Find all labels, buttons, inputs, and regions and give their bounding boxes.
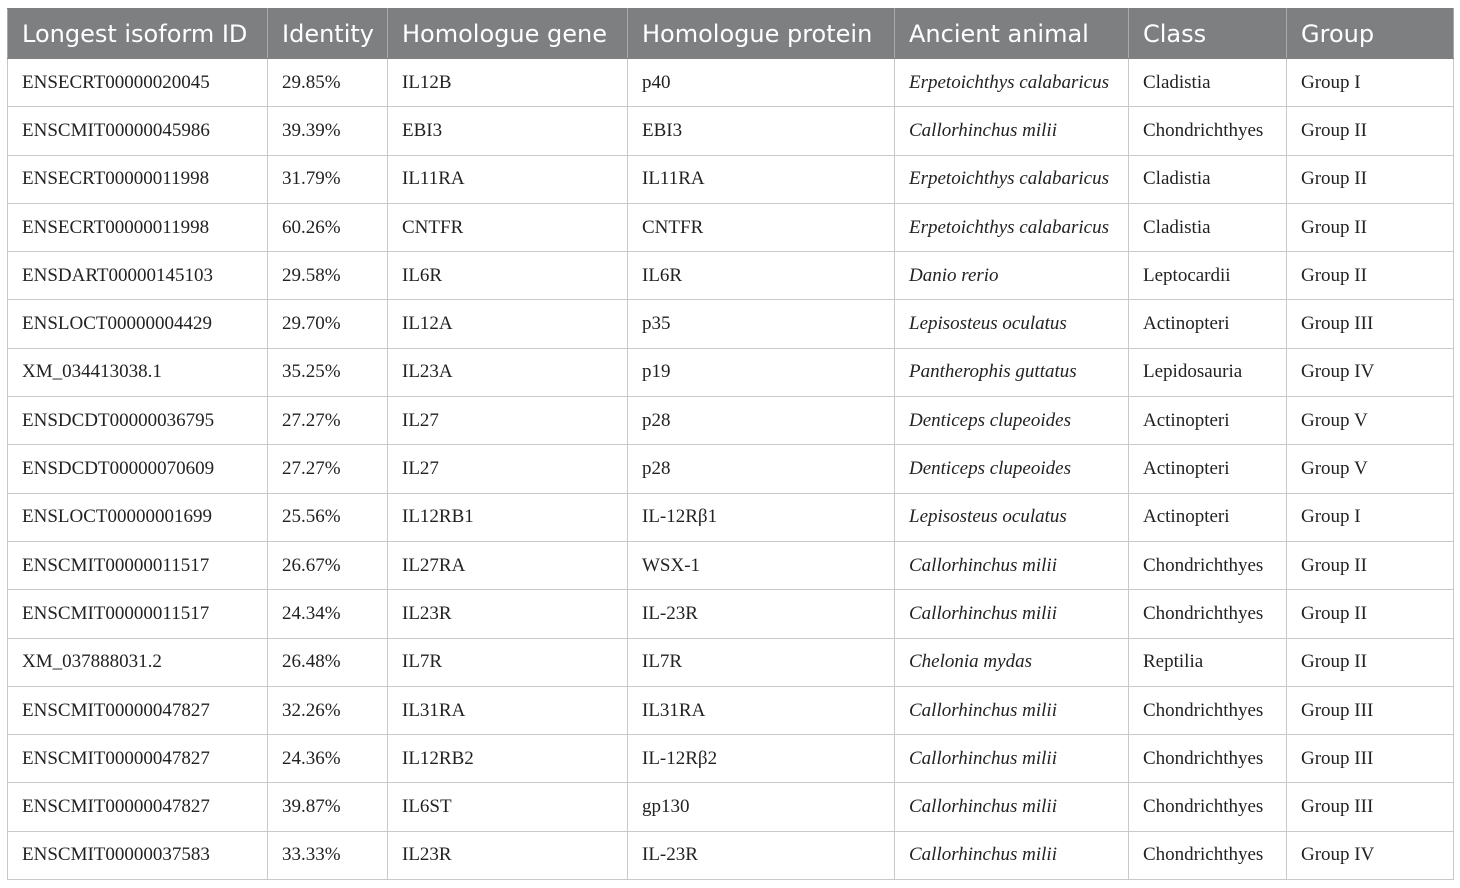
isoform-id-cell: ENSCMIT00000045986 [8, 107, 268, 155]
ancient-animal-cell: Erpetoichthys calabaricus [895, 59, 1129, 107]
isoform-id-cell: ENSLOCT00000001699 [8, 493, 268, 541]
isoform-id-cell: XM_034413038.1 [8, 348, 268, 396]
homologue-protein-cell: IL-23R [628, 590, 895, 638]
header-class: Class [1129, 9, 1287, 59]
class-cell: Leptocardii [1129, 252, 1287, 300]
group-cell: Group IV [1287, 831, 1454, 879]
table-row [8, 300, 1454, 348]
homologue-gene-cell: IL27 [388, 397, 628, 445]
ancient-animal-cell: Callorhinchus milii [895, 735, 1129, 783]
identity-cell: 29.58% [268, 252, 388, 300]
group-cell: Group I [1287, 59, 1454, 107]
isoform-id-cell: ENSDCDT00000070609 [8, 445, 268, 493]
isoform-id-cell: ENSCMIT00000047827 [8, 735, 268, 783]
homologue-protein-cell: WSX-1 [628, 541, 895, 589]
identity-cell: 27.27% [268, 445, 388, 493]
ancient-animal-cell: Erpetoichthys calabaricus [895, 203, 1129, 251]
class-cell: Actinopteri [1129, 493, 1287, 541]
isoform-id-cell: ENSECRT00000020045 [8, 59, 268, 107]
table-row [8, 252, 1454, 300]
header-isoform-id: Longest isoform ID [8, 9, 268, 59]
homologue-gene-cell: IL23R [388, 831, 628, 879]
identity-cell: 33.33% [268, 831, 388, 879]
table-row [8, 348, 1454, 396]
class-cell: Chondrichthyes [1129, 831, 1287, 879]
identity-cell: 29.70% [268, 300, 388, 348]
header-identity: Identity [268, 9, 388, 59]
class-cell: Lepidosauria [1129, 348, 1287, 396]
ancient-animal-cell: Pantherophis guttatus [895, 348, 1129, 396]
table-row [8, 590, 1454, 638]
homologue-protein-cell: p40 [628, 59, 895, 107]
identity-cell: 26.48% [268, 638, 388, 686]
identity-cell: 27.27% [268, 397, 388, 445]
group-cell: Group II [1287, 252, 1454, 300]
homologue-protein-cell: p28 [628, 397, 895, 445]
table-header [8, 9, 1454, 59]
ancient-animal-cell: Callorhinchus milii [895, 831, 1129, 879]
ancient-animal-cell: Callorhinchus milii [895, 590, 1129, 638]
ancient-animal-cell: Lepisosteus oculatus [895, 493, 1129, 541]
homologue-protein-cell: gp130 [628, 783, 895, 831]
table-row [8, 155, 1454, 203]
homologue-gene-cell: IL7R [388, 638, 628, 686]
group-cell: Group III [1287, 783, 1454, 831]
table-row [8, 203, 1454, 251]
class-cell: Chondrichthyes [1129, 783, 1287, 831]
homologue-gene-cell: EBI3 [388, 107, 628, 155]
group-cell: Group II [1287, 155, 1454, 203]
homologue-protein-cell: CNTFR [628, 203, 895, 251]
class-cell: Chondrichthyes [1129, 735, 1287, 783]
header-ancient-animal: Ancient animal [895, 9, 1129, 59]
class-cell: Actinopteri [1129, 300, 1287, 348]
isoform-id-cell: ENSDART00000145103 [8, 252, 268, 300]
class-cell: Chondrichthyes [1129, 590, 1287, 638]
homologue-protein-cell: IL11RA [628, 155, 895, 203]
homologue-protein-cell: IL-23R [628, 831, 895, 879]
homologue-gene-cell: IL23R [388, 590, 628, 638]
isoform-id-cell: ENSCMIT00000047827 [8, 686, 268, 734]
homologue-protein-cell: IL-12Rβ2 [628, 735, 895, 783]
homologue-gene-cell: IL12A [388, 300, 628, 348]
class-cell: Cladistia [1129, 155, 1287, 203]
group-cell: Group V [1287, 397, 1454, 445]
table-row [8, 59, 1454, 107]
homologue-gene-cell: IL6ST [388, 783, 628, 831]
isoform-id-cell: ENSCMIT00000037583 [8, 831, 268, 879]
isoform-id-cell: ENSLOCT00000004429 [8, 300, 268, 348]
homologue-table [7, 8, 1454, 880]
group-cell: Group II [1287, 107, 1454, 155]
isoform-id-cell: XM_037888031.2 [8, 638, 268, 686]
homologue-protein-cell: p28 [628, 445, 895, 493]
homologue-gene-cell: CNTFR [388, 203, 628, 251]
homologue-gene-cell: IL12RB2 [388, 735, 628, 783]
header-row [8, 9, 1454, 59]
ancient-animal-cell: Erpetoichthys calabaricus [895, 155, 1129, 203]
identity-cell: 26.67% [268, 541, 388, 589]
homologue-protein-cell: p19 [628, 348, 895, 396]
isoform-id-cell: ENSECRT00000011998 [8, 203, 268, 251]
isoform-id-cell: ENSCMIT00000011517 [8, 590, 268, 638]
isoform-id-cell: ENSDCDT00000036795 [8, 397, 268, 445]
table-body [8, 59, 1454, 880]
isoform-id-cell: ENSECRT00000011998 [8, 155, 268, 203]
homologue-protein-cell: IL-12Rβ1 [628, 493, 895, 541]
class-cell: Chondrichthyes [1129, 541, 1287, 589]
class-cell: Cladistia [1129, 203, 1287, 251]
homologue-gene-cell: IL27 [388, 445, 628, 493]
homologue-protein-cell: EBI3 [628, 107, 895, 155]
ancient-animal-cell: Callorhinchus milii [895, 107, 1129, 155]
isoform-id-cell: ENSCMIT00000011517 [8, 541, 268, 589]
ancient-animal-cell: Danio rerio [895, 252, 1129, 300]
group-cell: Group II [1287, 541, 1454, 589]
homologue-protein-cell: IL6R [628, 252, 895, 300]
ancient-animal-cell: Denticeps clupeoides [895, 397, 1129, 445]
table-row [8, 541, 1454, 589]
group-cell: Group III [1287, 300, 1454, 348]
table-row [8, 783, 1454, 831]
class-cell: Actinopteri [1129, 397, 1287, 445]
identity-cell: 24.36% [268, 735, 388, 783]
homologue-protein-cell: IL7R [628, 638, 895, 686]
identity-cell: 39.87% [268, 783, 388, 831]
homologue-gene-cell: IL6R [388, 252, 628, 300]
header-homologue-protein: Homologue protein [628, 9, 895, 59]
group-cell: Group II [1287, 590, 1454, 638]
identity-cell: 24.34% [268, 590, 388, 638]
ancient-animal-cell: Callorhinchus milii [895, 541, 1129, 589]
group-cell: Group III [1287, 735, 1454, 783]
homologue-gene-cell: IL23A [388, 348, 628, 396]
table-row [8, 735, 1454, 783]
identity-cell: 29.85% [268, 59, 388, 107]
class-cell: Chondrichthyes [1129, 107, 1287, 155]
header-homologue-gene: Homologue gene [388, 9, 628, 59]
homologue-gene-cell: IL27RA [388, 541, 628, 589]
identity-cell: 32.26% [268, 686, 388, 734]
isoform-id-cell: ENSCMIT00000047827 [8, 783, 268, 831]
group-cell: Group IV [1287, 348, 1454, 396]
class-cell: Cladistia [1129, 59, 1287, 107]
table-row [8, 445, 1454, 493]
table-row [8, 107, 1454, 155]
class-cell: Chondrichthyes [1129, 686, 1287, 734]
table-row [8, 686, 1454, 734]
table-row [8, 831, 1454, 879]
homologue-gene-cell: IL12B [388, 59, 628, 107]
group-cell: Group V [1287, 445, 1454, 493]
homologue-protein-cell: IL31RA [628, 686, 895, 734]
homologue-gene-cell: IL12RB1 [388, 493, 628, 541]
header-group: Group [1287, 9, 1454, 59]
homologue-gene-cell: IL31RA [388, 686, 628, 734]
group-cell: Group III [1287, 686, 1454, 734]
class-cell: Actinopteri [1129, 445, 1287, 493]
ancient-animal-cell: Lepisosteus oculatus [895, 300, 1129, 348]
class-cell: Reptilia [1129, 638, 1287, 686]
group-cell: Group II [1287, 203, 1454, 251]
identity-cell: 60.26% [268, 203, 388, 251]
identity-cell: 25.56% [268, 493, 388, 541]
ancient-animal-cell: Chelonia mydas [895, 638, 1129, 686]
identity-cell: 31.79% [268, 155, 388, 203]
identity-cell: 35.25% [268, 348, 388, 396]
table-row [8, 397, 1454, 445]
homologue-gene-cell: IL11RA [388, 155, 628, 203]
group-cell: Group I [1287, 493, 1454, 541]
identity-cell: 39.39% [268, 107, 388, 155]
table-row [8, 493, 1454, 541]
ancient-animal-cell: Callorhinchus milii [895, 783, 1129, 831]
table-row [8, 638, 1454, 686]
ancient-animal-cell: Denticeps clupeoides [895, 445, 1129, 493]
group-cell: Group II [1287, 638, 1454, 686]
homologue-protein-cell: p35 [628, 300, 895, 348]
ancient-animal-cell: Callorhinchus milii [895, 686, 1129, 734]
